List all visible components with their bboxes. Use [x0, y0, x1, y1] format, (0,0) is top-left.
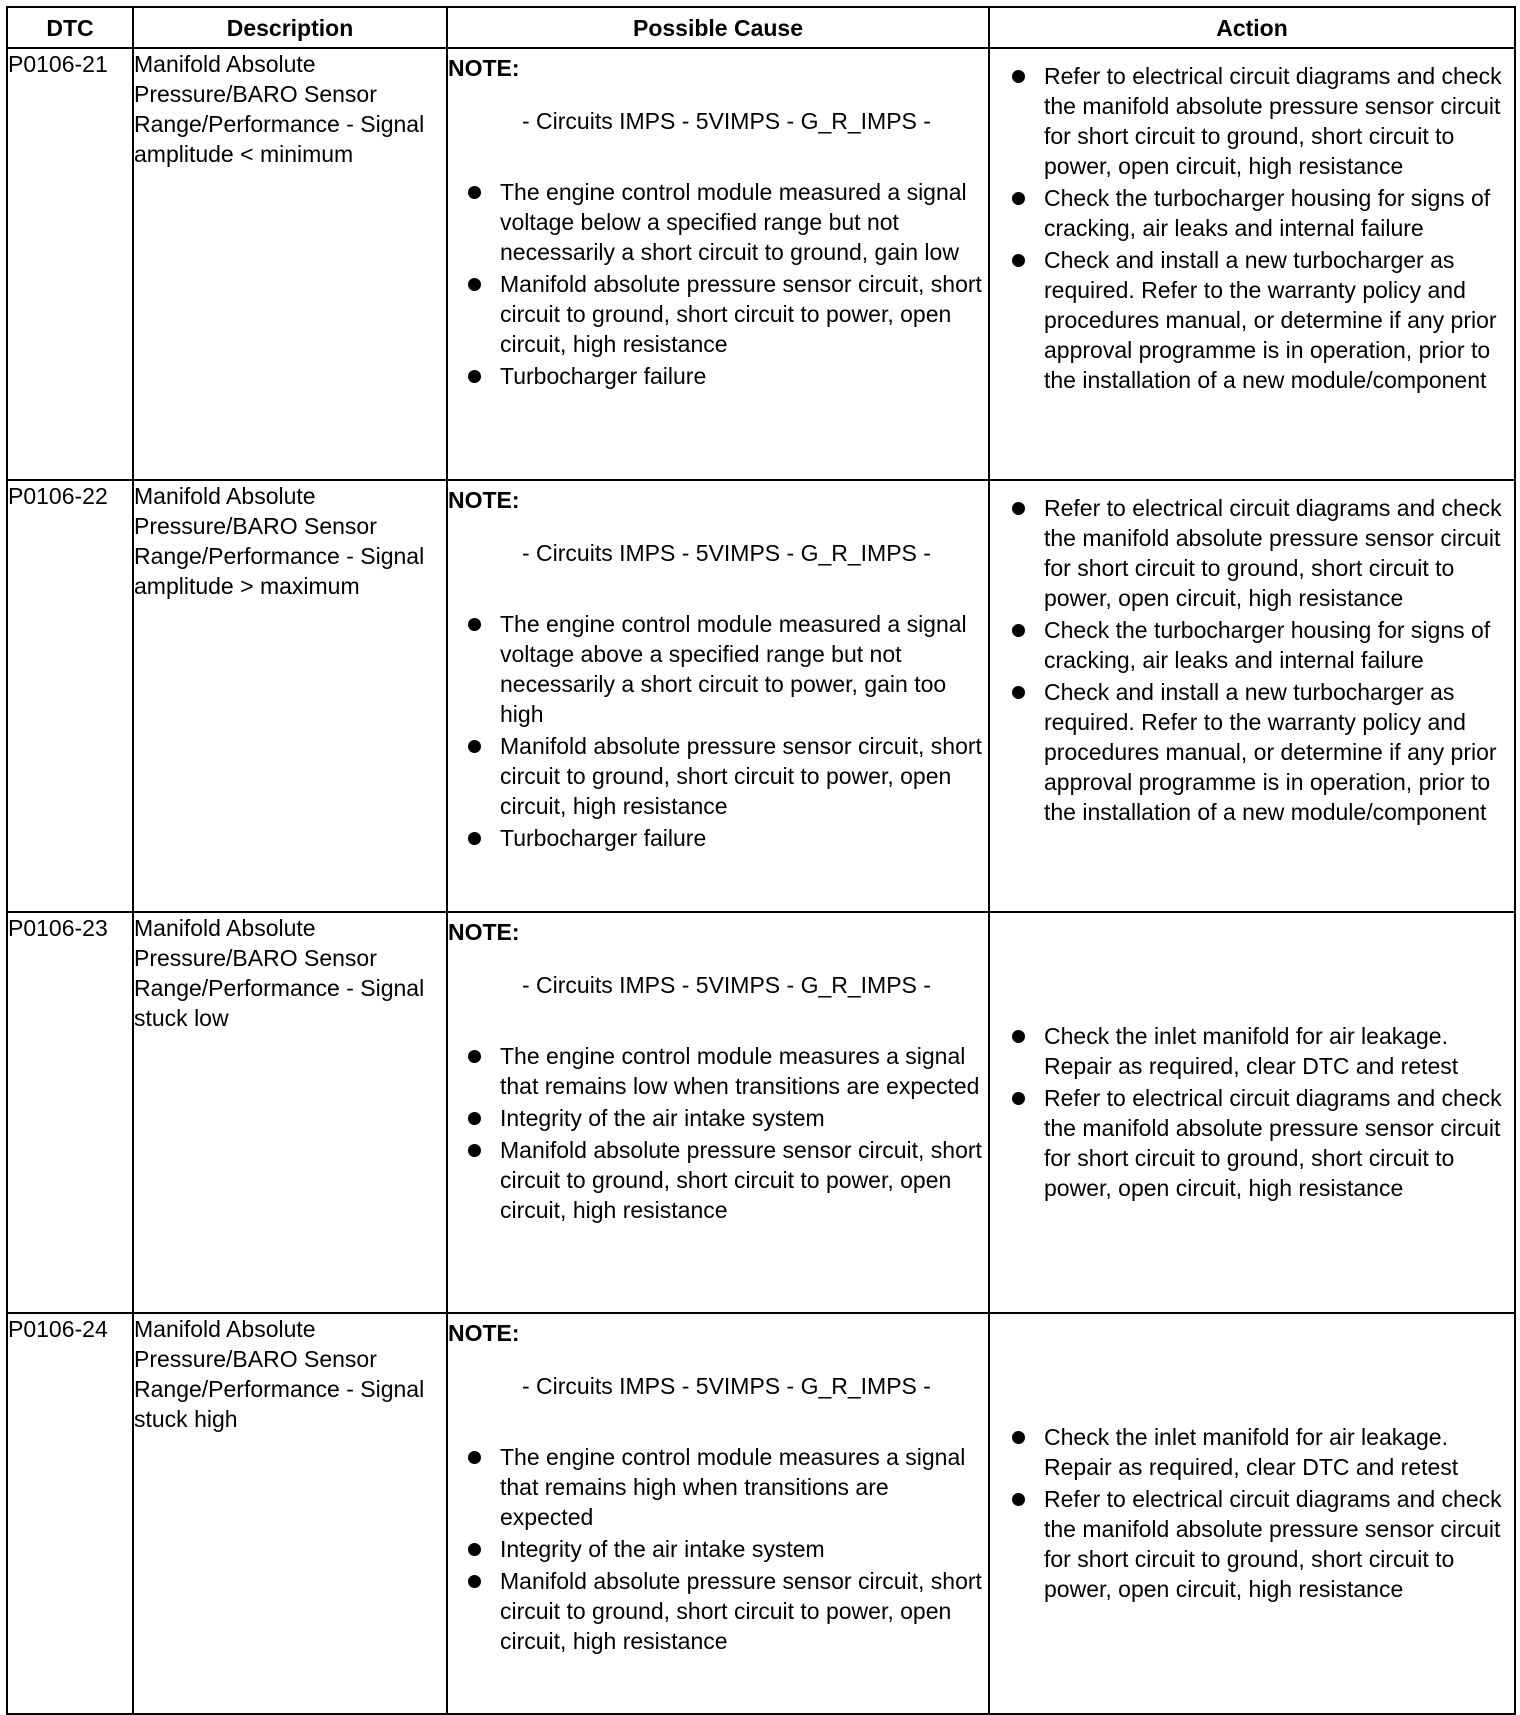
dtc-description: Manifold Absolute Pressure/BARO Sensor Range/Performance - Signal amplitude < minimum [133, 48, 447, 480]
bullet-icon [468, 370, 481, 383]
list-item: Turbocharger failure [448, 823, 988, 853]
bullet-icon [468, 1144, 481, 1157]
action-cell [989, 912, 1515, 1313]
dtc-description: Manifold Absolute Pressure/BARO Sensor Range/Performance - Signal amplitude > maximum [133, 480, 447, 912]
table-row [7, 1313, 1515, 1714]
cause-list [448, 177, 988, 391]
note-circuits: - Circuits IMPS - 5VIMPS - G_R_IMPS - [522, 540, 931, 566]
cause-list [448, 609, 988, 853]
note-label: NOTE: [448, 487, 520, 513]
bullet-icon [468, 1575, 481, 1588]
cause-list [448, 1041, 988, 1225]
table-header-row [7, 7, 1515, 48]
dtc-document [6, 6, 1514, 1715]
note-circuits: - Circuits IMPS - 5VIMPS - G_R_IMPS - [522, 1373, 931, 1399]
bullet-icon [1012, 686, 1025, 699]
list-item: Refer to electrical circuit diagrams and check the manifold absolute pressure sensor circuit for short circuit to ground, short circuit to power, open circuit, high resistance [990, 493, 1514, 613]
possible-cause-cell [447, 48, 989, 480]
note-circuits: - Circuits IMPS - 5VIMPS - G_R_IMPS - [522, 108, 931, 134]
list-item: Check the inlet manifold for air leakage. Repair as required, clear DTC and retest [990, 1422, 1514, 1482]
action-list [990, 493, 1514, 827]
dtc-description: Manifold Absolute Pressure/BARO Sensor Range/Performance - Signal stuck high [133, 1313, 447, 1714]
note-label: NOTE: [448, 55, 520, 81]
action-cell [989, 48, 1515, 480]
dtc-code: P0106-21 [7, 48, 133, 480]
possible-cause-cell [447, 480, 989, 912]
list-item: The engine control module measures a signal that remains high when transitions are expected [448, 1442, 988, 1532]
bullet-icon [468, 832, 481, 845]
list-item: Manifold absolute pressure sensor circuit, short circuit to ground, short circuit to power, open circuit, high resistance [448, 731, 988, 821]
bullet-icon [1012, 254, 1025, 267]
note-label: NOTE: [448, 1320, 520, 1346]
dtc-code: P0106-23 [7, 912, 133, 1313]
list-item: Refer to electrical circuit diagrams and check the manifold absolute pressure sensor circuit for short circuit to ground, short circuit to power, open circuit, high resistance [990, 61, 1514, 181]
dtc-table [6, 6, 1516, 1715]
bullet-icon [1012, 624, 1025, 637]
action-cell [989, 1313, 1515, 1714]
bullet-icon [468, 1050, 481, 1063]
bullet-icon [468, 740, 481, 753]
list-item: Integrity of the air intake system [448, 1534, 988, 1564]
bullet-icon [468, 618, 481, 631]
cause-list [448, 1442, 988, 1656]
possible-cause-cell [447, 912, 989, 1313]
action-list [990, 1422, 1514, 1604]
bullet-icon [1012, 502, 1025, 515]
list-item: Check the turbocharger housing for signs of cracking, air leaks and internal failure [990, 183, 1514, 243]
header-action: Action [989, 7, 1515, 48]
bullet-icon [1012, 1030, 1025, 1043]
note-circuits: - Circuits IMPS - 5VIMPS - G_R_IMPS - [522, 972, 931, 998]
dtc-code: P0106-24 [7, 1313, 133, 1714]
possible-cause-cell [447, 1313, 989, 1714]
header-description: Description [133, 7, 447, 48]
list-item: Check and install a new turbocharger as required. Refer to the warranty policy and procedures manual, or determine if any prior approval programme is in operation, prior to the installation of a new module/component [990, 677, 1514, 827]
list-item: Turbocharger failure [448, 361, 988, 391]
list-item: The engine control module measured a signal voltage above a specified range but not necessarily a short circuit to power, gain too high [448, 609, 988, 729]
table-row [7, 480, 1515, 912]
bullet-icon [1012, 192, 1025, 205]
list-item: Check the turbocharger housing for signs of cracking, air leaks and internal failure [990, 615, 1514, 675]
list-item: Check the inlet manifold for air leakage. Repair as required, clear DTC and retest [990, 1021, 1514, 1081]
list-item: Refer to electrical circuit diagrams and check the manifold absolute pressure sensor circuit for short circuit to ground, short circuit to power, open circuit, high resistance [990, 1083, 1514, 1203]
bullet-icon [468, 1451, 481, 1464]
bullet-icon [468, 1112, 481, 1125]
bullet-icon [468, 186, 481, 199]
bullet-icon [468, 1543, 481, 1556]
header-dtc: DTC [7, 7, 133, 48]
note-label: NOTE: [448, 919, 520, 945]
list-item: Manifold absolute pressure sensor circuit, short circuit to ground, short circuit to power, open circuit, high resistance [448, 1566, 988, 1656]
list-item: Integrity of the air intake system [448, 1103, 988, 1133]
action-cell [989, 480, 1515, 912]
dtc-code: P0106-22 [7, 480, 133, 912]
table-row [7, 912, 1515, 1313]
bullet-icon [468, 278, 481, 291]
list-item: Manifold absolute pressure sensor circuit, short circuit to ground, short circuit to power, open circuit, high resistance [448, 269, 988, 359]
action-list [990, 1021, 1514, 1203]
list-item: Refer to electrical circuit diagrams and check the manifold absolute pressure sensor circuit for short circuit to ground, short circuit to power, open circuit, high resistance [990, 1484, 1514, 1604]
list-item: The engine control module measures a signal that remains low when transitions are expected [448, 1041, 988, 1101]
bullet-icon [1012, 1431, 1025, 1444]
bullet-icon [1012, 70, 1025, 83]
action-list [990, 61, 1514, 395]
header-possible-cause: Possible Cause [447, 7, 989, 48]
list-item: Manifold absolute pressure sensor circuit, short circuit to ground, short circuit to power, open circuit, high resistance [448, 1135, 988, 1225]
list-item: The engine control module measured a signal voltage below a specified range but not necessarily a short circuit to ground, gain low [448, 177, 988, 267]
bullet-icon [1012, 1493, 1025, 1506]
bullet-icon [1012, 1092, 1025, 1105]
table-row [7, 48, 1515, 480]
list-item: Check and install a new turbocharger as required. Refer to the warranty policy and procedures manual, or determine if any prior approval programme is in operation, prior to the installation of a new module/component [990, 245, 1514, 395]
dtc-description: Manifold Absolute Pressure/BARO Sensor Range/Performance - Signal stuck low [133, 912, 447, 1313]
